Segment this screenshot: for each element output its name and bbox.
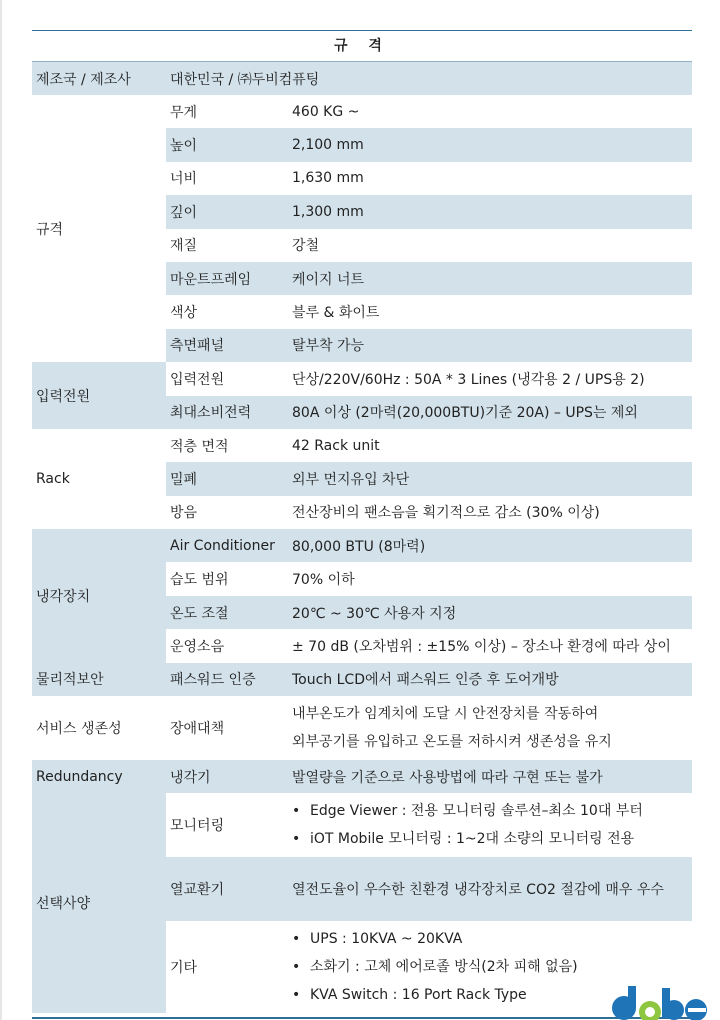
bullet-icon: • [292,803,301,820]
survival-line-2: 외부공기를 유입하고 온도를 저하시켜 생존성을 유지 [292,734,612,751]
table-row [32,362,692,395]
list-item-text: Edge Viewer : 전용 모니터링 솔루션–최소 10대 부터 [310,803,643,820]
row-value: 단상/220V/60Hz : 50A * 3 Lines (냉각용 2 / UPS용 2) [292,371,645,388]
row-key: 측면패널 [170,338,225,355]
maker-value: 대한민국 / ㈜두비컴퓨팅 [170,71,320,88]
row-value: 1,300 mm [292,203,364,220]
row-key: 적층 면적 [170,438,229,455]
row-key: 운영소음 [170,638,225,655]
spec-sheet [32,30,692,1013]
list-item [292,825,692,853]
row-value: 80A 이상 (2마력(20,000BTU)기준 20A) – UPS는 제외 [292,405,638,422]
row-key: 모니터링 [170,818,225,835]
row-key: 습도 범위 [170,572,229,589]
category-rack: Rack [36,470,70,487]
row-value: 블루 & 화이트 [292,305,380,322]
category-security: 물리적보안 [36,672,104,689]
dobe-logo [612,986,710,1020]
row-value: 80,000 BTU (8마력) [292,538,426,555]
row-value: ± 70 dB (오차범위 : ±15% 이상) – 장소나 환경에 따라 상이 [292,638,671,655]
row-value: 전산장비의 팬소음을 획기적으로 감소 (30% 이상) [292,505,600,522]
list-item [292,953,692,981]
maker-row [32,62,692,95]
category-redundancy: Redundancy [36,768,123,785]
row-key: 밀폐 [170,471,198,488]
monitoring-row [32,793,692,857]
row-value: 발열량을 기준으로 사용방법에 따라 구현 또는 불가 [292,769,603,786]
list-item [292,797,692,825]
spec-title: 규 격 [32,30,692,62]
row-key: 너비 [170,171,198,188]
left-edge-line [0,0,2,1020]
bullet-icon: • [292,831,301,848]
bottom-rule [32,1017,692,1019]
row-value: 70% 이하 [292,572,355,589]
row-value: 외부 먼지유입 차단 [292,471,410,488]
row-value: 20℃ ~ 30℃ 사용자 지정 [292,605,457,622]
row-key: 깊이 [170,204,198,221]
table-row [32,95,692,128]
bullet-icon: • [292,959,301,976]
list-item [292,925,692,953]
category-power: 입력전원 [32,362,166,429]
category-cooling: 냉각장치 [32,529,166,663]
row-key: Air Conditioner [170,537,275,554]
row-key: 무게 [170,104,198,121]
row-value: 강철 [292,238,320,255]
row-key: 입력전원 [170,371,225,388]
row-value [280,793,692,857]
row-value [280,696,692,760]
list-item-text: UPS : 10KVA ~ 20KVA [310,931,463,948]
list-item-text: iOT Mobile 모니터링 : 1~2대 소량의 모니터링 전용 [310,831,635,848]
redundancy-row [32,760,692,793]
row-value: 케이지 너트 [292,271,365,288]
row-key: 최대소비전력 [170,405,252,422]
survival-row [32,696,692,760]
row-key: 마운트프레임 [170,271,252,288]
row-value: 2,100 mm [292,137,364,154]
row-key: 높이 [170,138,198,155]
maker-label: 제조국 / 제조사 [36,71,131,88]
bullet-icon: • [292,987,301,1004]
table-row [32,529,692,562]
row-key: 색상 [170,305,198,322]
category-spec: 규격 [36,221,64,238]
row-key: 온도 조절 [170,605,229,622]
row-key: 재질 [170,238,198,255]
row-value: 42 Rack unit [292,437,380,454]
row-value: 1,630 mm [292,170,364,187]
spec-table [32,62,692,1013]
row-key: 열교환기 [170,882,225,899]
row-key: 장애대책 [170,721,225,738]
row-value: 460 KG ~ [292,103,360,120]
security-row [32,663,692,696]
category-survival: 서비스 생존성 [36,721,122,738]
row-key: 기타 [170,960,198,977]
row-value: 탈부착 가능 [292,338,365,355]
list-item-text: KVA Switch : 16 Port Rack Type [310,987,527,1004]
survival-line-1: 내부온도가 임계치에 도달 시 안전장치를 작동하여 [292,706,599,723]
list-item-text: 소화기 : 고체 에어로졸 방식(2차 피해 없음) [310,959,578,976]
row-value: 열전도율이 우수한 친환경 냉각장치로 CO2 절감에 매우 우수 [292,882,664,899]
row-value: Touch LCD에서 패스워드 인증 후 도어개방 [292,672,559,689]
row-key: 패스워드 인증 [170,672,256,689]
category-options: 선택사양 [32,793,166,1013]
row-key: 냉각기 [170,769,211,786]
bullet-icon: • [292,931,301,948]
table-row [32,429,692,462]
row-key: 방음 [170,505,198,522]
